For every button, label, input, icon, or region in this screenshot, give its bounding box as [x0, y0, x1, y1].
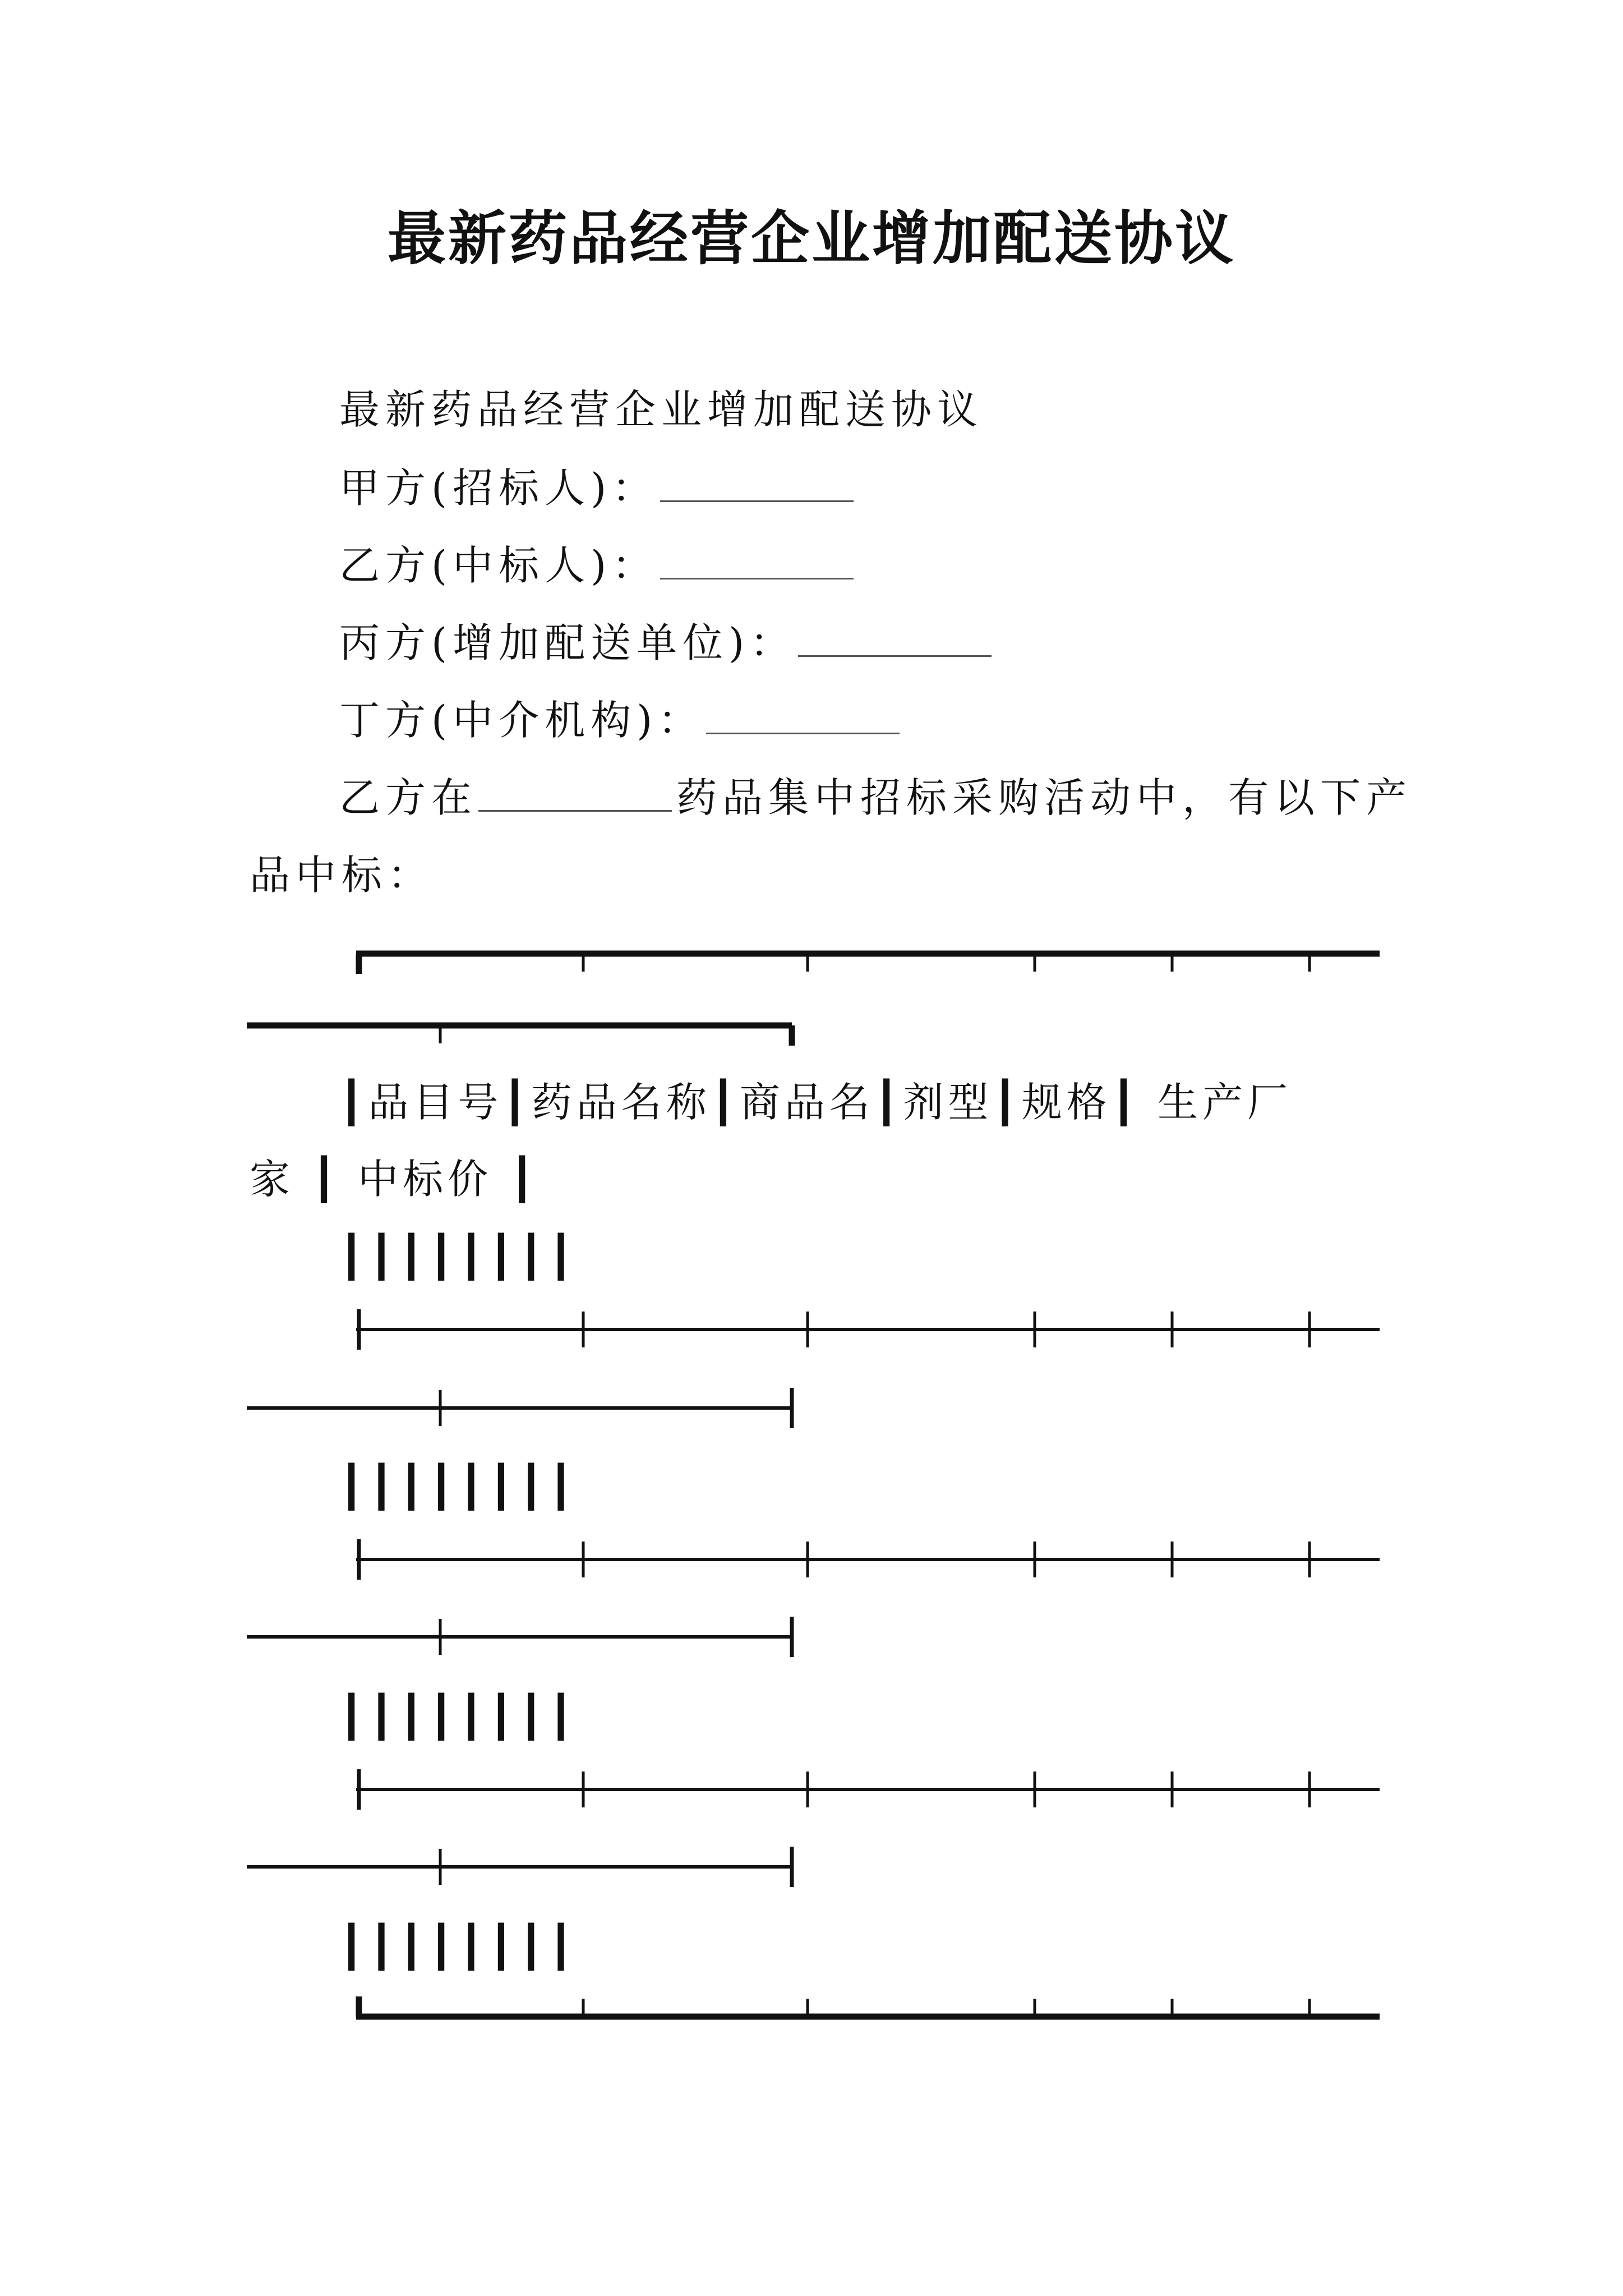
party-c-label: 丙方(增加配送单位)： — [339, 619, 796, 666]
party-a-label: 甲方(招标人)： — [339, 464, 658, 512]
table-empty-row-4: ┃┃┃┃┃┃┃┃ — [339, 1923, 579, 1970]
table-header-line-2: 家 ┃ 中标价 ┃ — [250, 1156, 539, 1203]
intro-prefix: 乙方在 — [339, 774, 478, 821]
intro-continued: 品中标： — [250, 852, 434, 899]
table-header-line-1: ┃品目号┃药品名称┃商品名┃剂型┃规格┃ 生产厂 — [339, 1079, 1292, 1126]
document-subtitle: 最新药品经营企业增加配送协议 — [339, 386, 984, 433]
intro-suffix: 药品集中招标采购活动中，有以下产 — [676, 774, 1413, 821]
party-b-label: 乙方(中标人)： — [339, 542, 658, 589]
table-empty-row-3: ┃┃┃┃┃┃┃┃ — [339, 1693, 579, 1740]
party-d-label: 丁方(中介机构)： — [339, 697, 704, 744]
document-title: 最新药品经营企业增加配送协议 — [387, 204, 1235, 273]
table-empty-row-1: ┃┃┃┃┃┃┃┃ — [339, 1233, 579, 1280]
table-empty-row-2: ┃┃┃┃┃┃┃┃ — [339, 1463, 579, 1510]
